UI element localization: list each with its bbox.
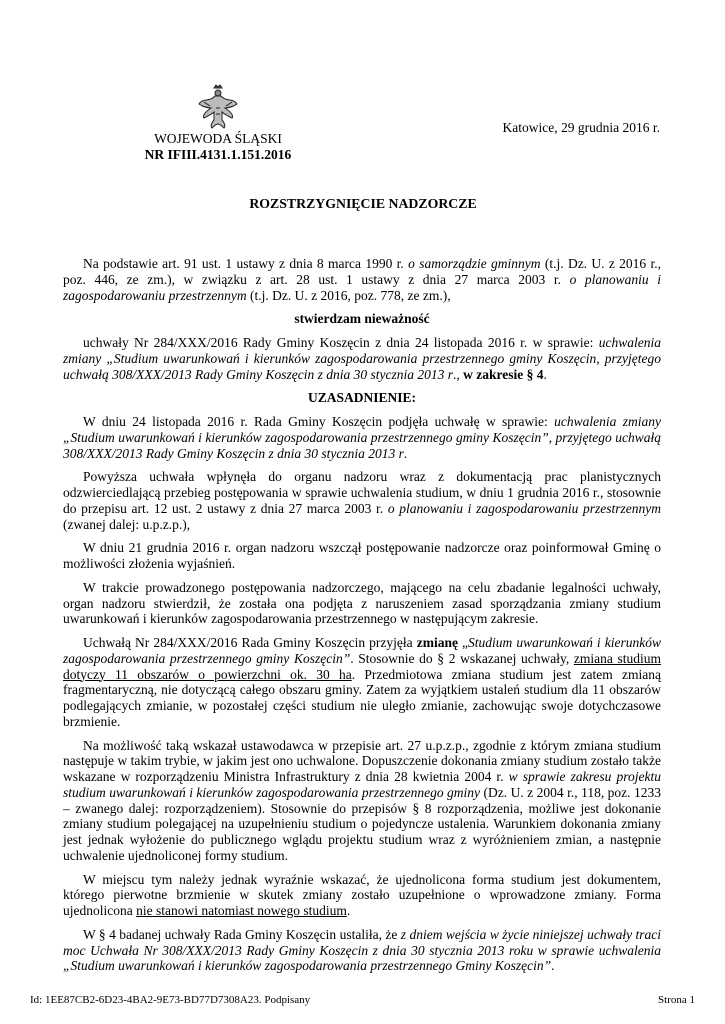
issuer-name: WOJEWODA ŚLĄSKI [154, 131, 282, 146]
paragraph-3: W dniu 21 grudnia 2016 r. organ nadzoru wszczął postępowanie nadzorcze oraz poinformował Gminę o możliwości złożenia wyjaśnień. [63, 540, 661, 571]
paragraph-1 [63, 414, 661, 461]
issuer-block [120, 131, 316, 163]
text-run: uchwalenia zmiany „Studium uwarunkowań i kierunków zagospodarowania przestrzennego gminy Koszęcin, przyjętego uchwałą 308/XXX/2013 Rady Gminy Koszęcin z dnia 30 stycznia 2013 r [63, 335, 661, 382]
text-run: zmianę [416, 635, 458, 650]
place-date: Katowice, 29 grudnia 2016 r. [502, 120, 660, 135]
text-run: Na możliwość taką wskazał ustawodawca w przepisie art. 27 u.p.z.p., zgodnie z którym zmiana studium następuje w takim trybie, w jakim jest ono uchwalone. Dopuszczenie dokonania zmiany studium zostało także wskazane w rozporządzeniu Ministra Infrastruktury z dnia 28 kwietnia 2004 r. [63, 737, 661, 784]
text-run: w zakresie § 4 [463, 366, 544, 382]
text-run: o planowaniu i zagospodarowaniu przestrzennym [387, 500, 661, 516]
text-run: (Dz. U. z 2004 r., 118, poz. 1233 – zwanego dalej: rozporządzeniem). Stosownie do przepisów § 8 rozporządzenia, możliwe jest dokonanie zmiany studium polegającej na uzupełnieniu studium o pojedyncze ustalenia. Warunkiem dokonania zmiany jest jednak wyłożenie do publicznego wglądu projektu studium wraz z wyróżnieniem zmian, a następnie uchwalenie ujednoliconej formy studium. [63, 784, 661, 863]
text-run: . [346, 903, 351, 918]
text-run: Uchwałą Nr 284/XXX/2016 Rada Gminy Koszęcin przyjęła [83, 635, 417, 650]
polish-eagle-emblem-icon [196, 84, 240, 132]
decision-paragraph [63, 335, 661, 382]
text-run: W § 4 badanej uchwały Rada Gminy Koszęcin ustaliła, że [83, 926, 401, 942]
decision-heading: stwierdzam nieważność [294, 311, 430, 327]
text-run: zmiana studium dotyczy 11 obszarów o powierzchni ok. 30 ha [63, 650, 661, 682]
text-run: z dniem wejścia w życie niniejszej uchwały traci moc Uchwała Nr 308/XXX/2013 Rady Gminy Koszęcin z dnia 30 stycznia 2013 roku w sprawie uchwalenia „Studium uwarunkowań i kierunków zagospodarowania przestrzennego Gminy Koszęcin” [63, 926, 661, 974]
page-number: Strona 1 [658, 994, 695, 1006]
paragraph-8 [63, 927, 661, 974]
text-run: . [551, 958, 555, 974]
document-title: ROZSTRZYGNIĘCIE NADZORCZE [249, 196, 477, 211]
text-run: uchwały Nr 284/XXX/2016 Rady Gminy Koszęcin z dnia 24 listopada 2016 r. w sprawie: [83, 335, 599, 350]
justification-heading: UZASADNIENIE: [307, 390, 417, 406]
document-number: NR IFIII.4131.1.151.2016 [144, 147, 292, 162]
text-run: W miejscu tym należy jednak wyraźnie wskazać, że ujednolicona forma studium jest dokumentem, którego pierwotne brzmienie w skutek zmiany zostało uzupełnione o wprowadzone zmiany. Forma ujednolicona [63, 871, 661, 918]
text-run: Na podstawie art. 91 ust. 1 ustawy z dnia 8 marca 1990 r. [83, 256, 409, 271]
text-run: o planowaniu i zagospodarowaniu przestrzennym [63, 271, 661, 303]
paragraph-5 [63, 635, 661, 730]
text-run: . [543, 366, 547, 382]
paragraph-7 [63, 872, 661, 919]
text-run: (t.j. Dz. U. z 2016, poz. 778, ze zm.), [246, 287, 451, 303]
paragraph-4: W trakcie prowadzonego postępowania nadzorczego, mającego na celu zbadanie legalności uchwały, organ nadzoru stwierdził, że została ona podjęta z naruszeniem zasad sporządzania zmiany studium uwarunkowań i kierunków zagospodarowania przestrzennego w następującym zakresie. [63, 579, 661, 627]
text-run: o samorządzie gminnym [408, 256, 541, 271]
text-run: uchwalenia zmiany „Studium uwarunkowań i kierunków zagospodarowania przestrzennego gminy Koszęcin”, przyjętego uchwałą 308/XXX/2013 Rady Gminy Koszęcin z dnia 30 stycznia 2013 r [63, 414, 661, 461]
text-run: ., [452, 366, 464, 382]
text-run: Powyższa uchwała wpłynęła do organu nadzoru wraz z dokumentacją prac planistycznych odzwierciedlającą przebieg postępowania w sprawie uchwalenia studium, w dniu 1 grudnia 2016 r., stosownie do przepisu art. 12 ust. 2 ustawy z dnia 27 marca 2003 r. [63, 469, 661, 516]
text-run: (zwanej dalej: u.p.z.p.), [63, 516, 191, 532]
paragraph-6 [63, 738, 661, 864]
text-run: W dniu 24 listopada 2016 r. Rada Gminy Koszęcin podjęła uchwałę w sprawie: [83, 414, 555, 429]
document-id-footer: Id: 1EE87CB2-6D23-4BA2-9E73-BD77D7308A23. Podpisany [30, 994, 311, 1006]
text-run: . [403, 445, 408, 461]
text-run: (t.j. Dz. U. z 2016 r., poz. 446, ze zm.), w związku z art. 28 ust. 1 ustawy z dnia 27 marca 2003 r. [63, 256, 661, 287]
text-run: nie stanowi natomiast nowego studium [136, 903, 347, 918]
text-run: . Przedmiotowa zmiana studium jest zatem zmianą fragmentaryczną, nie dotyczącą całego obszaru gminy. Zatem za wyjątkiem ustaleń studium dla 11 obszarów podlegających zmianie, w pozostałej części studium nie uległo zmianie, zachowując swoje dotychczasowe brzmienie. [63, 666, 661, 729]
legal-basis-paragraph [63, 256, 661, 303]
text-run: w sprawie zakresu projektu studium uwarunkowań i kierunków zagospodarowania przestrzennego gminy [63, 769, 661, 800]
text-run: . Stosownie do § 2 wskazanej uchwały, [350, 650, 574, 666]
paragraph-2 [63, 469, 661, 532]
document-body [63, 256, 661, 982]
text-run: „ [457, 635, 469, 650]
text-run: Studium uwarunkowań i kierunków zagospodarowania przestrzennego gminy Koszęcin” [63, 635, 661, 666]
